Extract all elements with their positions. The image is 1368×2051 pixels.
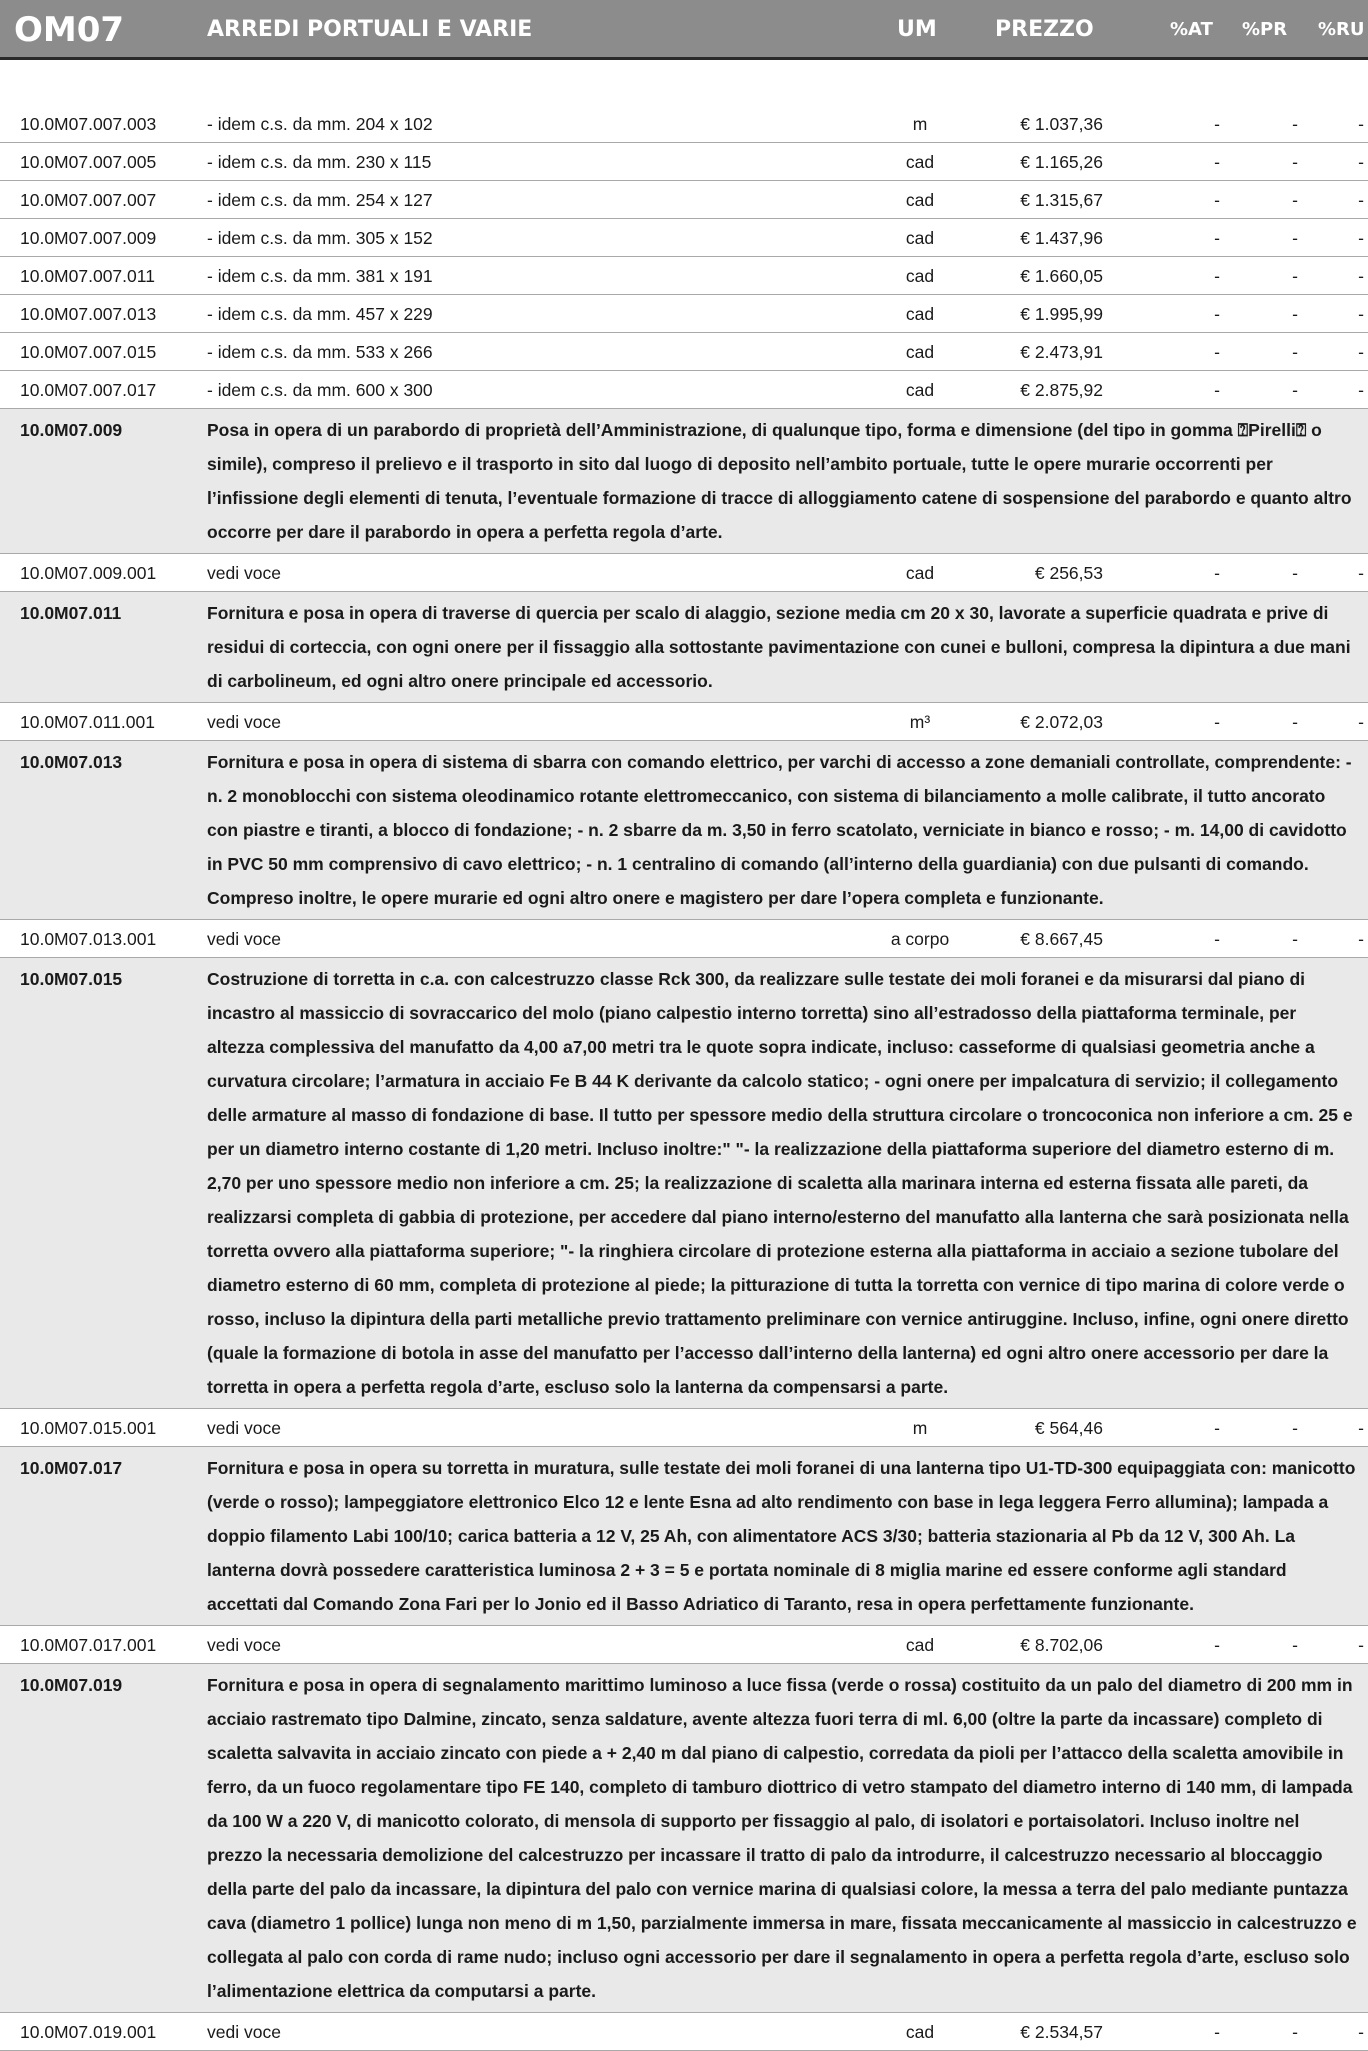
column-header-um: UM xyxy=(897,17,937,42)
section-code: 10.0M07.011 xyxy=(20,603,122,623)
table-row xyxy=(0,219,1368,257)
section-description: Costruzione di torretta in c.a. con calcestruzzo classe Rck 300, da realizzare sulle testate dei moli foranei e da misurarsi dal piano di incastro al massiccio di sovraccarico del molo (piano calpestio interno torretta) sino all’estradosso della piattaforma terminale, per altezza complessiva del manufatto da 4,00 a7,00 metri tra le quote sopra indicate, incluso: casseforme di qualsiasi geometria anche a curvatura circolare; l’armatura in acciaio Fe B 44 K derivante da calcolo statico; - ogni onere per impalcatura di servizio; il collegamento delle armature al masso di fondazione di base. Il tutto per spessore medio della struttura circolare o troncoconica non inferiore a cm. 25 e per un diametro interno costante di 1,20 metri. Incluso inoltre:" "- la realizzazione della piattaforma superiore del diametro esterno di m. 2,70 per uno spessore medio non inferiore a cm. 25; la realizzazione di scaletta alla marinara interna ed esterna fissata alle pareti, da realizzarsi completa di gabbia di protezione, per accedere dal piano interno/esterno del manufatto alla lanterna che sarà posizionata nella torretta ovvero alla piattaforma superiore; "- la ringhiera circolare di protezione esterna alla piattaforma in acciaio a sezione tubolare del diametro esterno di 60 mm, completa di protezione al piede; la pitturazione di tutta la torretta con vernice di tipo marina di colore verde o rosso, incluso la dipintura della parti metalliche previo trattamento preliminare con vernice antiruggine. Incluso, infine, ogni onere diretto (quale la formazione di botola in asse del manufatto per l’accesso dall’interno della lanterna) ed ogni altro onere accessorio per dare la torretta in opera a perfetta regola d’arte, escluso solo la lanterna da compensarsi a parte. xyxy=(207,969,1353,1397)
cell-at: - xyxy=(1214,342,1220,362)
cell-desc: vedi voce xyxy=(207,1635,281,1655)
cell-ru: - xyxy=(1358,152,1364,172)
cell-at: - xyxy=(1214,380,1220,400)
cell-um: m³ xyxy=(909,712,931,732)
cell-pr: - xyxy=(1292,563,1298,583)
section-code: 10.0M07.009 xyxy=(20,420,123,440)
table-row xyxy=(0,143,1368,181)
cell-ru: - xyxy=(1358,114,1364,134)
section-description: Fornitura e posa in opera di traverse di quercia per scalo di alaggio, sezione media cm 20 x 30, lavorate a superficie quadrata e prive di residui di corteccia, con ogni onere per il fissaggio alla sottostante pavimentazione con cunei e bulloni, compresa la dipintura a due mani di carbolineum, ed ogni altro onere principale ed accessorio. xyxy=(207,603,1351,691)
cell-desc: vedi voce xyxy=(207,563,281,583)
cell-code: 10.0M07.007.017 xyxy=(20,380,157,400)
cell-price: € 2.473,91 xyxy=(1020,342,1103,362)
cell-ru: - xyxy=(1358,380,1364,400)
cell-um: cad xyxy=(905,190,935,210)
table-row xyxy=(0,333,1368,371)
cell-pr: - xyxy=(1292,1635,1298,1655)
cell-at: - xyxy=(1214,114,1220,134)
table-row xyxy=(0,295,1368,333)
cell-desc: - idem c.s. da mm. 457 x 229 xyxy=(207,304,433,324)
section-description-row xyxy=(0,1447,1368,1626)
cell-price: € 564,46 xyxy=(1034,1418,1103,1438)
cell-at: - xyxy=(1214,1635,1220,1655)
cell-um: cad xyxy=(905,152,935,172)
cell-desc: vedi voce xyxy=(207,712,281,732)
column-header-ru: %RU xyxy=(1318,19,1365,40)
table-row xyxy=(0,703,1368,741)
cell-ru: - xyxy=(1358,2022,1364,2042)
cell-ru: - xyxy=(1358,1635,1364,1655)
section-header xyxy=(0,0,1368,60)
cell-desc: - idem c.s. da mm. 533 x 266 xyxy=(207,342,433,362)
section-description-row xyxy=(0,409,1368,554)
section-code: 10.0M07.017 xyxy=(20,1458,123,1478)
cell-pr: - xyxy=(1292,152,1298,172)
cell-price: € 1.660,05 xyxy=(1020,266,1103,286)
cell-pr: - xyxy=(1292,712,1298,732)
section-description-row xyxy=(0,1664,1368,2013)
cell-at: - xyxy=(1214,2022,1220,2042)
price-list-table xyxy=(0,105,1368,2051)
cell-desc: vedi voce xyxy=(207,1418,281,1438)
section-description: Fornitura e posa in opera su torretta in muratura, sulle testate dei moli foranei di una lanterna tipo U1-TD-300 equipaggiata con: manicotto (verde o rosso); lampeggiatore elettronico Elco 12 e lente Esna ad alto rendimento con base in lega leggera Ferro allumina); lampada a doppio filamento Labi 100/10; carica batteria a 12 V, 25 Ah, con alimentatore ACS 3/30; batteria stazionaria al Pb da 12 V, 300 Ah. La lanterna dovrà possedere caratteristica luminosa 2 + 3 = 5 e portata nominale di 8 miglia marine ed essere conforme agli standard accettati dal Comando Zona Fari per lo Jonio ed il Basso Adriatico di Taranto, resa in opera perfettamente funzionante. xyxy=(207,1458,1356,1614)
cell-um: cad xyxy=(905,342,935,362)
cell-at: - xyxy=(1214,228,1220,248)
cell-at: - xyxy=(1214,152,1220,172)
cell-code: 10.0M07.011.001 xyxy=(20,712,155,732)
table-row xyxy=(0,2013,1368,2051)
cell-pr: - xyxy=(1292,190,1298,210)
cell-ru: - xyxy=(1358,563,1364,583)
section-description: Posa in opera di un parabordo di proprietà dell’Amministrazione, di qualunque tipo, forma e dimensione (del tipo in gomma ⍰Pirelli⍰ o simile), compreso il prelievo e il trasporto in sito dal luogo di deposito nell’ambito portuale, tutte le opere murarie occorrenti per l’infissione degli elementi di tenuta, l’eventuale formazione di tracce di alloggiamento catene di sospensione del parabordo e quanto altro occorre per dare il parabordo in opera a perfetta regola d’arte. xyxy=(207,420,1352,542)
cell-um: cad xyxy=(905,266,935,286)
cell-um: m xyxy=(912,1418,928,1438)
cell-pr: - xyxy=(1292,1418,1298,1438)
cell-code: 10.0M07.017.001 xyxy=(20,1635,157,1655)
cell-desc: - idem c.s. da mm. 230 x 115 xyxy=(207,152,432,172)
cell-at: - xyxy=(1214,190,1220,210)
cell-code: 10.0M07.015.001 xyxy=(20,1418,157,1438)
section-description-row xyxy=(0,958,1368,1409)
cell-ru: - xyxy=(1358,228,1364,248)
cell-code: 10.0M07.009.001 xyxy=(20,563,157,583)
cell-um: a corpo xyxy=(890,929,950,949)
cell-pr: - xyxy=(1292,266,1298,286)
section-code: 10.0M07.019 xyxy=(20,1675,123,1695)
cell-ru: - xyxy=(1358,190,1364,210)
cell-ru: - xyxy=(1358,266,1364,286)
column-header-price: PREZZO xyxy=(995,17,1094,42)
table-row xyxy=(0,371,1368,409)
table-row xyxy=(0,554,1368,592)
cell-code: 10.0M07.007.003 xyxy=(20,114,157,134)
cell-desc: vedi voce xyxy=(207,2022,281,2042)
cell-at: - xyxy=(1214,1418,1220,1438)
column-header-pr: %PR xyxy=(1242,19,1288,40)
cell-code: 10.0M07.007.009 xyxy=(20,228,157,248)
cell-pr: - xyxy=(1292,380,1298,400)
section-code: 10.0M07.015 xyxy=(20,969,123,989)
section-code: 10.0M07.013 xyxy=(20,752,123,772)
cell-um: m xyxy=(912,114,928,134)
cell-pr: - xyxy=(1292,114,1298,134)
cell-code: 10.0M07.007.007 xyxy=(20,190,157,210)
column-header-at: %AT xyxy=(1170,19,1213,40)
cell-code: 10.0M07.019.001 xyxy=(20,2022,157,2042)
table-row xyxy=(0,1409,1368,1447)
cell-price: € 1.995,99 xyxy=(1020,304,1103,324)
cell-um: cad xyxy=(905,380,935,400)
cell-pr: - xyxy=(1292,929,1298,949)
cell-at: - xyxy=(1214,929,1220,949)
cell-code: 10.0M07.007.011 xyxy=(20,266,155,286)
cell-price: € 2.534,57 xyxy=(1020,2022,1103,2042)
cell-desc: - idem c.s. da mm. 600 x 300 xyxy=(207,380,433,400)
cell-code: 10.0M07.007.005 xyxy=(20,152,157,172)
section-description: Fornitura e posa in opera di segnalamento marittimo luminoso a luce fissa (verde o rossa) costituito da un palo del diametro di 200 mm in acciaio rastremato tipo Dalmine, zincato, senza saldature, avente altezza fuori terra di ml. 6,00 (oltre la parte da incassare) completo di scaletta salvavita in acciaio zincato con piede a + 2,40 m dal piano di calpestio, corredata da pioli per l’attacco della scaletta amovibile in ferro, da un fuoco regolamentare tipo FE 140, completo di tamburo diottrico di vetro stampato del diametro interno di 140 mm, di lampada da 100 W a 220 V, di manicotto colorato, di mensola di supporto per fissaggio al palo, di isolatori e portaisolatori. Incluso inoltre nel prezzo la necessaria demolizione del calcestruzzo per incassare il tratto di palo da introdurre, il calcestruzzo necessario al bloccaggio della parte del palo da incassare, la dipintura del palo con vernice marina di qualsiasi colore, la messa a terra del palo mediante puntazza cava (diametro 1 pollice) lunga non meno di m 1,50, parzialmente immersa in mare, fissata meccanicamente al massiccio in calcestruzzo e collegata al palo con corda di rame nudo; incluso ogni accessorio per dare il segnalamento in opera a perfetta regola d’arte, escluso solo l’alimentazione elettrica da computarsi a parte. xyxy=(207,1675,1357,2001)
cell-desc: - idem c.s. da mm. 254 x 127 xyxy=(207,190,433,210)
cell-ru: - xyxy=(1358,1418,1364,1438)
cell-code: 10.0M07.007.015 xyxy=(20,342,157,362)
cell-desc: - idem c.s. da mm. 204 x 102 xyxy=(207,114,433,134)
cell-price: € 8.702,06 xyxy=(1020,1635,1103,1655)
cell-um: cad xyxy=(905,563,935,583)
cell-desc: vedi voce xyxy=(207,929,281,949)
cell-price: € 2.072,03 xyxy=(1020,712,1103,732)
cell-um: cad xyxy=(905,2022,935,2042)
table-row xyxy=(0,920,1368,958)
cell-um: cad xyxy=(905,1635,935,1655)
table-row xyxy=(0,181,1368,219)
cell-price: € 1.165,26 xyxy=(1020,152,1103,172)
cell-pr: - xyxy=(1292,304,1298,324)
cell-desc: - idem c.s. da mm. 381 x 191 xyxy=(207,266,433,286)
cell-at: - xyxy=(1214,563,1220,583)
cell-at: - xyxy=(1214,266,1220,286)
cell-price: € 8.667,45 xyxy=(1020,929,1103,949)
cell-code: 10.0M07.013.001 xyxy=(20,929,157,949)
cell-ru: - xyxy=(1358,929,1364,949)
cell-ru: - xyxy=(1358,304,1364,324)
cell-um: cad xyxy=(905,304,935,324)
cell-um: cad xyxy=(905,228,935,248)
cell-ru: - xyxy=(1358,712,1364,732)
cell-price: € 256,53 xyxy=(1034,563,1103,583)
cell-at: - xyxy=(1214,712,1220,732)
section-description-row xyxy=(0,592,1368,703)
chapter-title: ARREDI PORTUALI E VARIE xyxy=(207,17,533,42)
cell-pr: - xyxy=(1292,342,1298,362)
section-description-row xyxy=(0,741,1368,920)
cell-ru: - xyxy=(1358,342,1364,362)
cell-desc: - idem c.s. da mm. 305 x 152 xyxy=(207,228,433,248)
cell-price: € 1.437,96 xyxy=(1020,228,1103,248)
table-row xyxy=(0,257,1368,295)
section-description: Fornitura e posa in opera di sistema di sbarra con comando elettrico, per varchi di accesso a zone demaniali controllate, comprendente: - n. 2 monoblocchi con sistema oleodinamico rotante elettromeccanico, con sistema di bilanciamento a molle calibrate, il tutto ancorato con piastre e tiranti, a blocco di fondazione; - n. 2 sbarre da m. 3,50 in ferro scatolato, verniciate in bianco e rosso; - m. 14,00 di cavidotto in PVC 50 mm comprensivo di cavo elettrico; - n. 1 centralino di comando (all’interno della guardiania) con due pulsanti di comando. Compreso inoltre, le opere murarie ed ogni altro onere e magistero per dare l’opera completa e funzionante. xyxy=(207,752,1352,908)
cell-price: € 2.875,92 xyxy=(1020,380,1103,400)
table-row xyxy=(0,105,1368,143)
cell-at: - xyxy=(1214,304,1220,324)
chapter-code: OM07 xyxy=(14,10,125,50)
cell-pr: - xyxy=(1292,2022,1298,2042)
cell-price: € 1.315,67 xyxy=(1020,190,1103,210)
cell-price: € 1.037,36 xyxy=(1020,114,1103,134)
cell-pr: - xyxy=(1292,228,1298,248)
cell-code: 10.0M07.007.013 xyxy=(20,304,157,324)
table-row xyxy=(0,1626,1368,1664)
